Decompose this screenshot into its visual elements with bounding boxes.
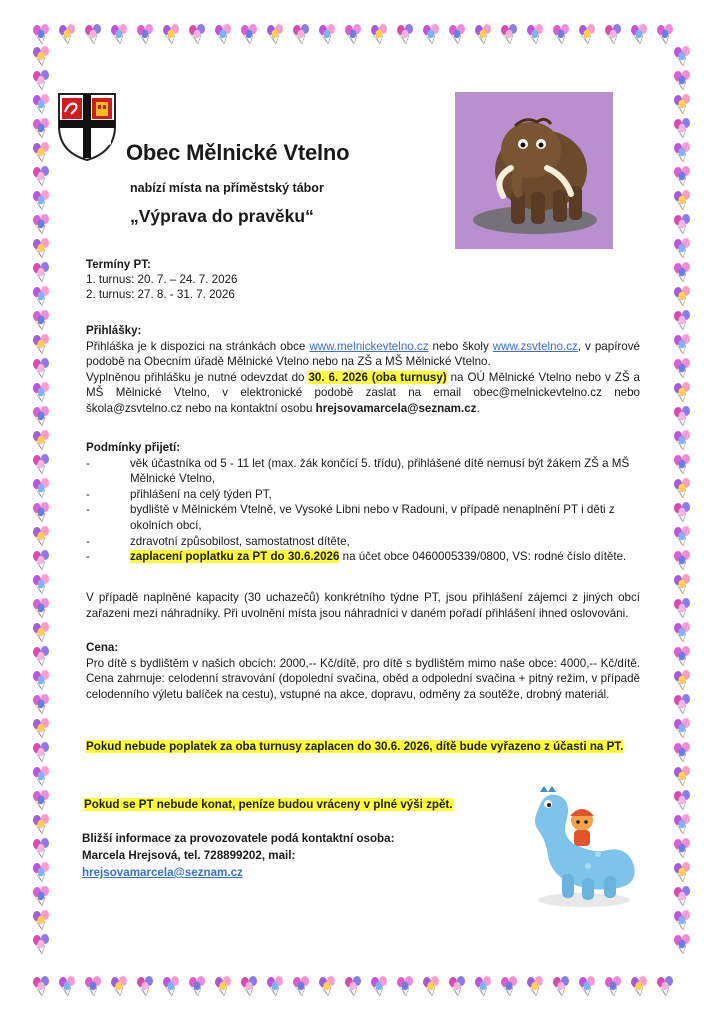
price-text: Pro dítě s bydlištěm v našich obcích: 2000,-- Kč/dítě, pro dítě s bydlištěm mimo naše obce: 4000,-- Kč/dítě. Cena zahrnuje: celodenní stravování (dopolední svačina, oběd a odpolední svačina + pitný režim, v případě celodenního výletu balíček na cestu), vstupné na akce, dopravu, odměny za soutěže, drobný materiál.	[86, 656, 640, 701]
balloon-icon	[472, 974, 496, 998]
balloon-icon	[30, 908, 54, 932]
balloon-icon	[30, 260, 54, 284]
balloon-icon	[671, 812, 695, 836]
balloon-border-left	[30, 44, 54, 956]
contact-line-2: Marcela Hrejsová, tel. 728899202, mail:	[82, 849, 296, 862]
balloon-icon	[654, 22, 678, 46]
deadline-highlight: 30. 6. 2026 (oba turnusy)	[308, 370, 447, 384]
balloon-icon	[30, 764, 54, 788]
link-zsvtelno[interactable]: www.zsvtelno.cz	[492, 339, 578, 353]
notice-unpaid	[86, 739, 640, 755]
balloon-icon	[30, 644, 54, 668]
balloon-icon	[264, 974, 288, 998]
balloon-icon	[671, 596, 695, 620]
mammoth-icon	[455, 92, 613, 249]
applications-heading: Přihlášky:	[86, 324, 142, 337]
condition-text: věk účastníka od 5 - 11 let (max. žák končící 5. třídu), přihlášené dítě nemusí být žákem ZŠ a MŠ Mělnické Vtelno,	[130, 456, 630, 486]
balloon-icon	[30, 548, 54, 572]
page-subtitle: nabízí místa na příměstský tábor	[130, 181, 324, 195]
balloon-icon	[671, 644, 695, 668]
balloon-icon	[30, 116, 54, 140]
balloon-icon	[30, 164, 54, 188]
balloon-icon	[56, 22, 80, 46]
balloon-icon	[30, 140, 54, 164]
condition-item: - zdravotní způsobilost, samostatnost dítěte,	[86, 534, 350, 548]
balloon-icon	[671, 740, 695, 764]
balloon-icon	[82, 974, 106, 998]
applications-text-f: .	[476, 401, 480, 415]
balloon-icon	[30, 452, 54, 476]
balloon-icon	[671, 620, 695, 644]
applications-text-d: Vyplněnou přihlášku je nutné odevzdat do	[86, 370, 309, 384]
balloon-icon	[30, 332, 54, 356]
balloon-icon	[30, 596, 54, 620]
balloon-icon	[671, 284, 695, 308]
notice-refund-text: Pokud se PT nebude konat, peníze budou vráceny v plné výši zpět.	[84, 798, 453, 811]
balloon-icon	[671, 260, 695, 284]
balloon-icon	[671, 356, 695, 380]
balloon-icon	[550, 22, 574, 46]
condition-item: - zaplacení poplatku za PT do 30.6.2026 na účet obce 0460005339/0800, VS: rodné číslo dítěte.	[86, 550, 627, 564]
balloon-icon	[524, 22, 548, 46]
balloon-icon	[30, 716, 54, 740]
balloon-icon	[30, 812, 54, 836]
balloon-icon	[446, 22, 470, 46]
balloon-icon	[30, 428, 54, 452]
balloon-icon	[628, 974, 652, 998]
balloon-icon	[30, 44, 54, 68]
balloon-icon	[30, 740, 54, 764]
balloon-icon	[671, 524, 695, 548]
condition-text: zdravotní způsobilost, samostatnost dítěte,	[130, 534, 350, 548]
balloon-icon	[671, 668, 695, 692]
applications-paragraph-1	[86, 339, 640, 370]
balloon-icon	[316, 22, 340, 46]
balloon-icon	[342, 22, 366, 46]
balloon-border-bottom	[30, 974, 678, 998]
balloon-icon	[671, 884, 695, 908]
balloon-icon	[654, 974, 678, 998]
balloon-icon	[108, 974, 132, 998]
balloon-icon	[368, 974, 392, 998]
balloon-icon	[420, 22, 444, 46]
balloon-icon	[30, 974, 54, 998]
balloon-icon	[671, 236, 695, 260]
balloon-icon	[671, 716, 695, 740]
balloon-icon	[671, 116, 695, 140]
balloon-icon	[186, 974, 210, 998]
balloon-icon	[671, 308, 695, 332]
balloon-icon	[30, 92, 54, 116]
balloon-icon	[30, 524, 54, 548]
balloon-icon	[368, 22, 392, 46]
applications-text-b: nebo školy	[428, 339, 493, 353]
balloon-icon	[30, 932, 54, 956]
balloon-icon	[30, 188, 54, 212]
balloon-icon	[671, 92, 695, 116]
balloon-icon	[30, 668, 54, 692]
balloon-icon	[394, 22, 418, 46]
balloon-icon	[30, 692, 54, 716]
condition-text: na účet obce 0460005339/0800, VS: rodné číslo dítěte.	[339, 550, 627, 564]
price-section	[86, 640, 640, 702]
balloon-icon	[671, 428, 695, 452]
price-heading: Cena:	[86, 641, 119, 654]
balloon-icon	[30, 476, 54, 500]
terms-section	[86, 257, 640, 302]
link-melnickevtelno[interactable]: www.melnickevtelno.cz	[309, 339, 429, 353]
balloon-icon	[671, 836, 695, 860]
balloon-icon	[550, 974, 574, 998]
balloon-icon	[212, 22, 236, 46]
terms-heading: Termíny PT:	[86, 258, 151, 271]
applications-text-e: na OÚ Mělnické Vtelno nebo v ZŠ a MŠ Mělnické Vtelno, v elektronické podobě zaslat na email obec@melnickevtelno.cz nebo škola@zsvtelno.cz nebo na kontaktní osobu	[86, 370, 640, 415]
balloon-icon	[671, 188, 695, 212]
applications-section	[86, 323, 640, 417]
conditions-section	[86, 440, 640, 565]
balloon-icon	[290, 974, 314, 998]
balloon-icon	[134, 974, 158, 998]
balloon-icon	[30, 22, 54, 46]
mammoth-illustration	[455, 92, 613, 249]
notice-unpaid-text: Pokud nebude poplatek za oba turnusy zaplacen do 30.6. 2026, dítě bude vyřazeno z účasti na PT.	[86, 740, 624, 753]
page-title: Obec Mělnické Vtelno	[126, 140, 350, 165]
balloon-icon	[472, 22, 496, 46]
dinosaur-icon	[518, 782, 640, 910]
balloon-icon	[671, 140, 695, 164]
condition-text: bydliště v Mělnickém Vtelně, ve Vysoké Libni nebo v Radouni, v případě nenaplnění PT i děti z okolních obcí,	[130, 503, 615, 532]
balloon-icon	[30, 836, 54, 860]
contact-section	[82, 830, 502, 881]
terms-line-2: 2. turnus: 27. 8. - 31. 7. 2026	[86, 288, 235, 301]
applications-paragraph-2	[86, 370, 640, 417]
balloon-icon	[671, 452, 695, 476]
balloon-icon	[30, 884, 54, 908]
balloon-icon	[30, 356, 54, 380]
condition-item: - věk účastníka od 5 - 11 let (max. žák končící 5. třídu), přihlášené dítě nemusí být žákem ZŠ a MŠ Mělnické Vtelno,	[86, 456, 630, 486]
balloon-icon	[30, 860, 54, 884]
balloon-icon	[316, 974, 340, 998]
balloon-icon	[30, 572, 54, 596]
balloon-icon	[671, 572, 695, 596]
balloon-icon	[671, 908, 695, 932]
balloon-icon	[671, 764, 695, 788]
balloon-icon	[212, 974, 236, 998]
condition-item: - přihlášení na celý týden PT,	[86, 487, 272, 501]
balloon-icon	[671, 860, 695, 884]
terms-line-1: 1. turnus: 20. 7. – 24. 7. 2026	[86, 273, 238, 286]
balloon-icon	[524, 974, 548, 998]
balloon-icon	[602, 22, 626, 46]
balloon-icon	[238, 974, 262, 998]
applications-text-c: , v papírové podobě na Obecním úřadě Mělnické Vtelno nebo na ZŠ a MŠ Mělnické Vtelno.	[86, 339, 640, 369]
balloon-icon	[394, 974, 418, 998]
balloon-icon	[671, 404, 695, 428]
balloon-icon	[671, 788, 695, 812]
balloon-icon	[671, 44, 695, 68]
balloon-icon	[498, 22, 522, 46]
capacity-note: V případě naplněné kapacity (30 uchazečů) konkrétního týdne PT, jsou přihlášení zájemci z jiných obcí zařazeni mezi náhradníky. Při uvolnění místa jsou náhradníci v daném pořadí přihlášení ihned oslovováni.	[86, 591, 640, 620]
balloon-icon	[602, 974, 626, 998]
balloon-icon	[671, 500, 695, 524]
balloon-icon	[30, 236, 54, 260]
balloon-icon	[576, 22, 600, 46]
balloon-icon	[160, 22, 184, 46]
contact-email-link[interactable]: hrejsovamarcela@seznam.cz	[82, 866, 243, 879]
balloon-icon	[30, 308, 54, 332]
balloon-icon	[671, 476, 695, 500]
applications-text-a: Přihláška je k dispozici na stránkách obce	[86, 339, 310, 353]
balloon-border-right	[671, 44, 695, 956]
balloon-icon	[342, 974, 366, 998]
balloon-icon	[576, 974, 600, 998]
balloon-icon	[108, 22, 132, 46]
balloon-icon	[671, 692, 695, 716]
contact-line-1: Bližší informace za provozovatele podá kontaktní osoba:	[82, 832, 395, 845]
balloon-icon	[671, 164, 695, 188]
balloon-icon	[134, 22, 158, 46]
balloon-icon	[82, 22, 106, 46]
balloon-icon	[671, 932, 695, 956]
balloon-icon	[30, 500, 54, 524]
balloon-icon	[30, 68, 54, 92]
balloon-icon	[446, 974, 470, 998]
balloon-icon	[30, 284, 54, 308]
balloon-icon	[671, 548, 695, 572]
balloon-icon	[30, 404, 54, 428]
balloon-icon	[264, 22, 288, 46]
balloon-icon	[30, 212, 54, 236]
payment-deadline-highlight: zaplacení poplatku za PT do 30.6.2026	[130, 550, 340, 564]
balloon-icon	[420, 974, 444, 998]
balloon-icon	[671, 332, 695, 356]
condition-item: - bydliště v Mělnickém Vtelně, ve Vysoké Libni nebo v Radouni, v případě nenaplnění PT i děti z okolních obcí,	[86, 503, 615, 532]
balloon-icon	[160, 974, 184, 998]
coat-of-arms-icon	[56, 90, 118, 162]
balloon-icon	[56, 974, 80, 998]
balloon-border-top	[30, 22, 678, 46]
balloon-icon	[30, 620, 54, 644]
camp-name: „Výprava do pravěku“	[130, 206, 314, 226]
condition-text: přihlášení na celý týden PT,	[130, 487, 272, 501]
balloon-icon	[30, 380, 54, 404]
balloon-icon	[628, 22, 652, 46]
balloon-icon	[671, 68, 695, 92]
balloon-icon	[290, 22, 314, 46]
balloon-icon	[671, 380, 695, 404]
balloon-icon	[238, 22, 262, 46]
balloon-icon	[30, 788, 54, 812]
balloon-icon	[498, 974, 522, 998]
contact-email-bold: hrejsovamarcela@seznam.cz	[315, 401, 477, 415]
balloon-icon	[671, 212, 695, 236]
conditions-heading: Podmínky přijetí:	[86, 441, 181, 454]
balloon-icon	[186, 22, 210, 46]
